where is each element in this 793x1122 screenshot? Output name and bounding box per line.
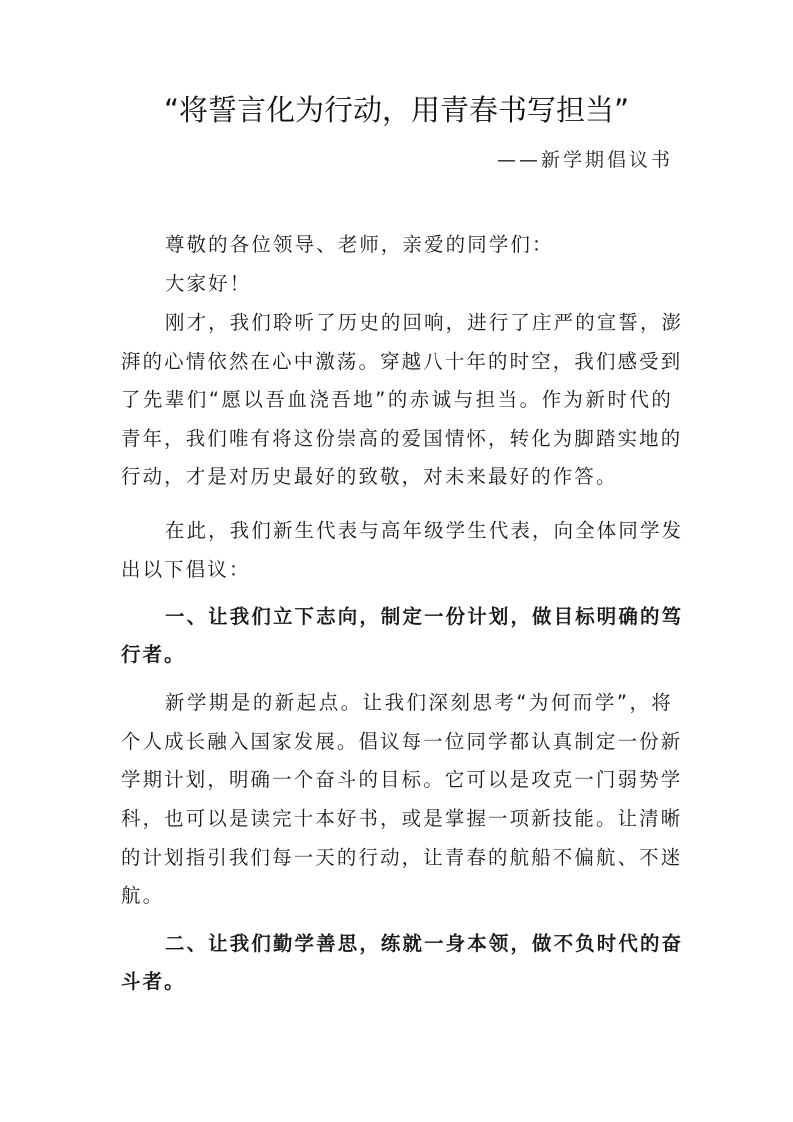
paragraph-line: 出以下倡议： xyxy=(121,558,251,581)
section-heading-line: 行者。 xyxy=(121,643,186,666)
paragraph-line: 了先辈们“愿以吾血浇吾地”的赤诚与担当。作为新时代的 xyxy=(121,388,673,411)
paragraph-line: 的计划指引我们每一天的行动，让青春的航船不偏航、不迷 xyxy=(121,846,683,869)
salutation: 尊敬的各位领导、老师，亲爱的同学们： xyxy=(165,233,554,256)
section-heading-line: 一、让我们立下志向，制定一份计划，做目标明确的笃 xyxy=(165,605,684,628)
document-subtitle: ——新学期倡议书 xyxy=(496,149,673,171)
section-heading-line: 二、让我们勤学善思，练就一身本领，做不负时代的奋 xyxy=(165,932,684,955)
greeting: 大家好！ xyxy=(165,272,252,295)
paragraph-line: 学期计划，明确一个奋斗的目标。它可以是攻克一门弱势学 xyxy=(121,768,683,791)
section-heading-line: 斗者。 xyxy=(121,970,186,993)
paragraph-line: 刚才，我们聆听了历史的回响，进行了庄严的宣誓，澎 xyxy=(165,311,684,334)
paragraph-line: 在此，我们新生代表与高年级学生代表，向全体同学发 xyxy=(165,519,684,542)
paragraph-line: 个人成长融入国家发展。倡议每一位同学都认真制定一份新 xyxy=(121,730,683,753)
paragraph-line: 航。 xyxy=(121,884,165,907)
document-title: “将誓言化为行动，用青春书写担当” xyxy=(163,93,630,127)
paragraph-line: 新学期是的新起点。让我们深刻思考“为何而学”，将 xyxy=(165,691,673,714)
paragraph-line: 湃的心情依然在心中激荡。穿越八十年的时空，我们感受到 xyxy=(121,350,683,373)
paragraph-line: 行动，才是对历史最好的致敬，对未来最好的作答。 xyxy=(121,465,618,488)
paragraph-line: 科，也可以是读完十本好书，或是掌握一项新技能。让清晰 xyxy=(121,807,683,830)
paragraph-line: 青年，我们唯有将这份崇高的爱国情怀，转化为脚踏实地的 xyxy=(121,427,683,450)
